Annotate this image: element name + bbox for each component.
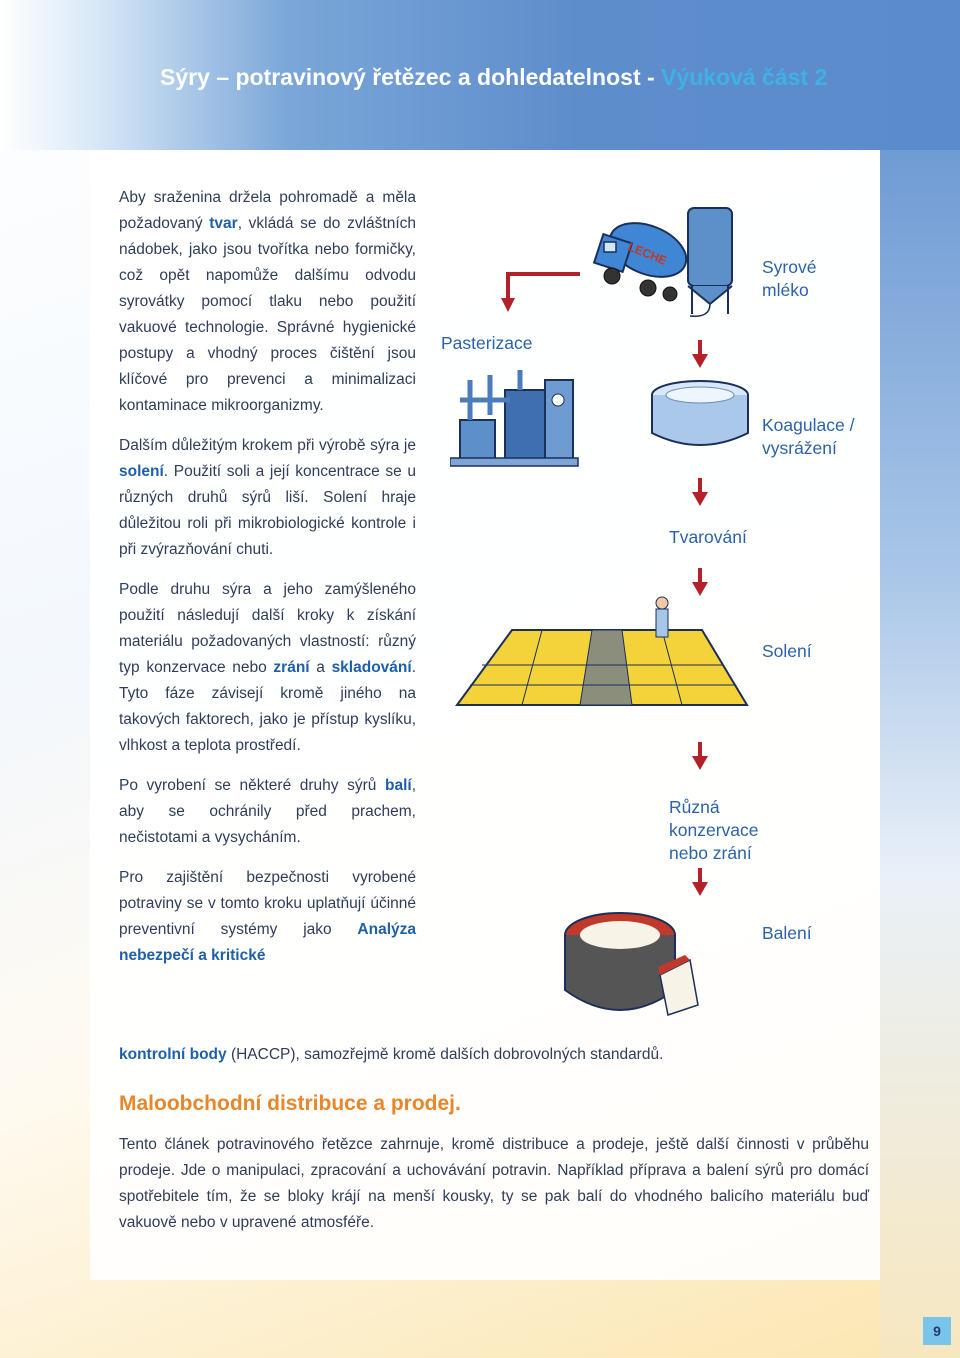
- keyword-shape: tvar: [209, 215, 238, 232]
- milk-truck-illustration: [590, 210, 690, 305]
- keyword-control-points: kontrolní body: [119, 1046, 227, 1063]
- label-salting: Solení: [762, 641, 812, 661]
- label-raw-milk: Syrové mléko: [762, 257, 817, 300]
- label-preservation: Různá konzervace nebo zrání: [669, 797, 759, 863]
- cheese-wheel-illustration: [560, 905, 700, 1035]
- page-title: [160, 64, 827, 91]
- page-number: 9: [923, 1317, 951, 1345]
- keyword-salting: solení: [119, 463, 164, 480]
- paragraph-haccp-end: kontrolní body (HACCP), samozřejmě kromě dalších dobrovolných standardů.: [119, 1046, 664, 1063]
- page-title-accent: Výuková část 2: [661, 64, 828, 90]
- text-column: [119, 185, 416, 969]
- arrow-down-1: [692, 340, 708, 370]
- label-coagulation: Koagulace / vysrážení: [762, 415, 855, 458]
- arrow-down-3: [692, 568, 708, 598]
- page-title-main: Sýry – potravinový řetězec a dohledatelnost -: [160, 64, 662, 90]
- arrow-down-4: [692, 742, 708, 772]
- paragraph-ripening: Podle druhu sýra a jeho zamýšleného použití následují další kroky k získání materiálu požadovaných vlastností: různý typ konzervace nebo zrání a skladování. Tyto fáze závisejí kromě jiného na takových faktorech, jako je přístup kyslíku, vlhkost a teplota prostředí.: [119, 581, 416, 754]
- paragraph-shaping: Aby sraženina držela pohromadě a měla požadovaný tvar, vkládá se do zvláštních nádobek, jako jsou tvořítka nebo formičky, což opět napomůže dalšímu odvodu syrovátky pomocí tlaku nebo použití vakuové technologie. Správné hygienické postupy a vhodný proces čištění jsou klíčové pro prevenci a minimalizaci kontaminace mikroorganizmy.: [119, 189, 416, 414]
- pasteurizer-illustration: [450, 360, 580, 470]
- milk-silo-illustration: [682, 200, 742, 320]
- keyword-haccp: Analýza nebezpečí a kritické: [119, 921, 416, 964]
- section-body: Tento článek potravinového řetězce zahrnuje, kromě distribuce a prodeje, ještě další činnosti v průběhu prodeje. Jde o manipulaci, zpracování a uchovávání potravin. Například příprava a balení sýrů pro domácí spotřebitele tím, že se bloky krájí na menší kousky, ty se pak balí do vhodného balicího materiálu buď vakuově nebo v upravené atmosféře.: [119, 1136, 869, 1231]
- paragraph-haccp: Pro zajištění bezpečnosti vyrobené potraviny se v tomto kroku uplatňují účinné preventivní systémy jako Analýza nebezpečí a kritické: [119, 869, 416, 964]
- label-pasteurization: Pasterizace: [441, 333, 533, 353]
- paragraph-packaging: Po vyrobení se některé druhy sýrů balí, aby se ochránily před prachem, nečistotami a vysycháním.: [119, 777, 416, 846]
- decorative-stripe: [880, 150, 960, 1358]
- arrow-down-5: [692, 868, 708, 898]
- salting-floor-illustration: [452, 595, 752, 725]
- keyword-ripening: zrání: [273, 659, 310, 676]
- label-packaging: Balení: [762, 923, 812, 943]
- arrow-down-2: [692, 478, 708, 508]
- arrow-to-pasteurization: [498, 270, 588, 315]
- truck-label: LECHE: [625, 239, 669, 268]
- label-shaping: Tvarování: [669, 527, 747, 547]
- keyword-packaging: balí: [384, 777, 412, 794]
- section-heading: Maloobchodní distribuce a prodej.: [119, 1092, 461, 1115]
- keyword-storage: skladování: [331, 659, 412, 676]
- paragraph-salting: Dalším důležitým krokem při výrobě sýra je solení. Použití soli a její koncentrace se u různých druhů sýrů liší. Solení hraje důležitou roli při mikrobiologické kontrole i při zvýrazňování chuti.: [119, 437, 416, 558]
- coagulation-vat-illustration: [645, 375, 755, 455]
